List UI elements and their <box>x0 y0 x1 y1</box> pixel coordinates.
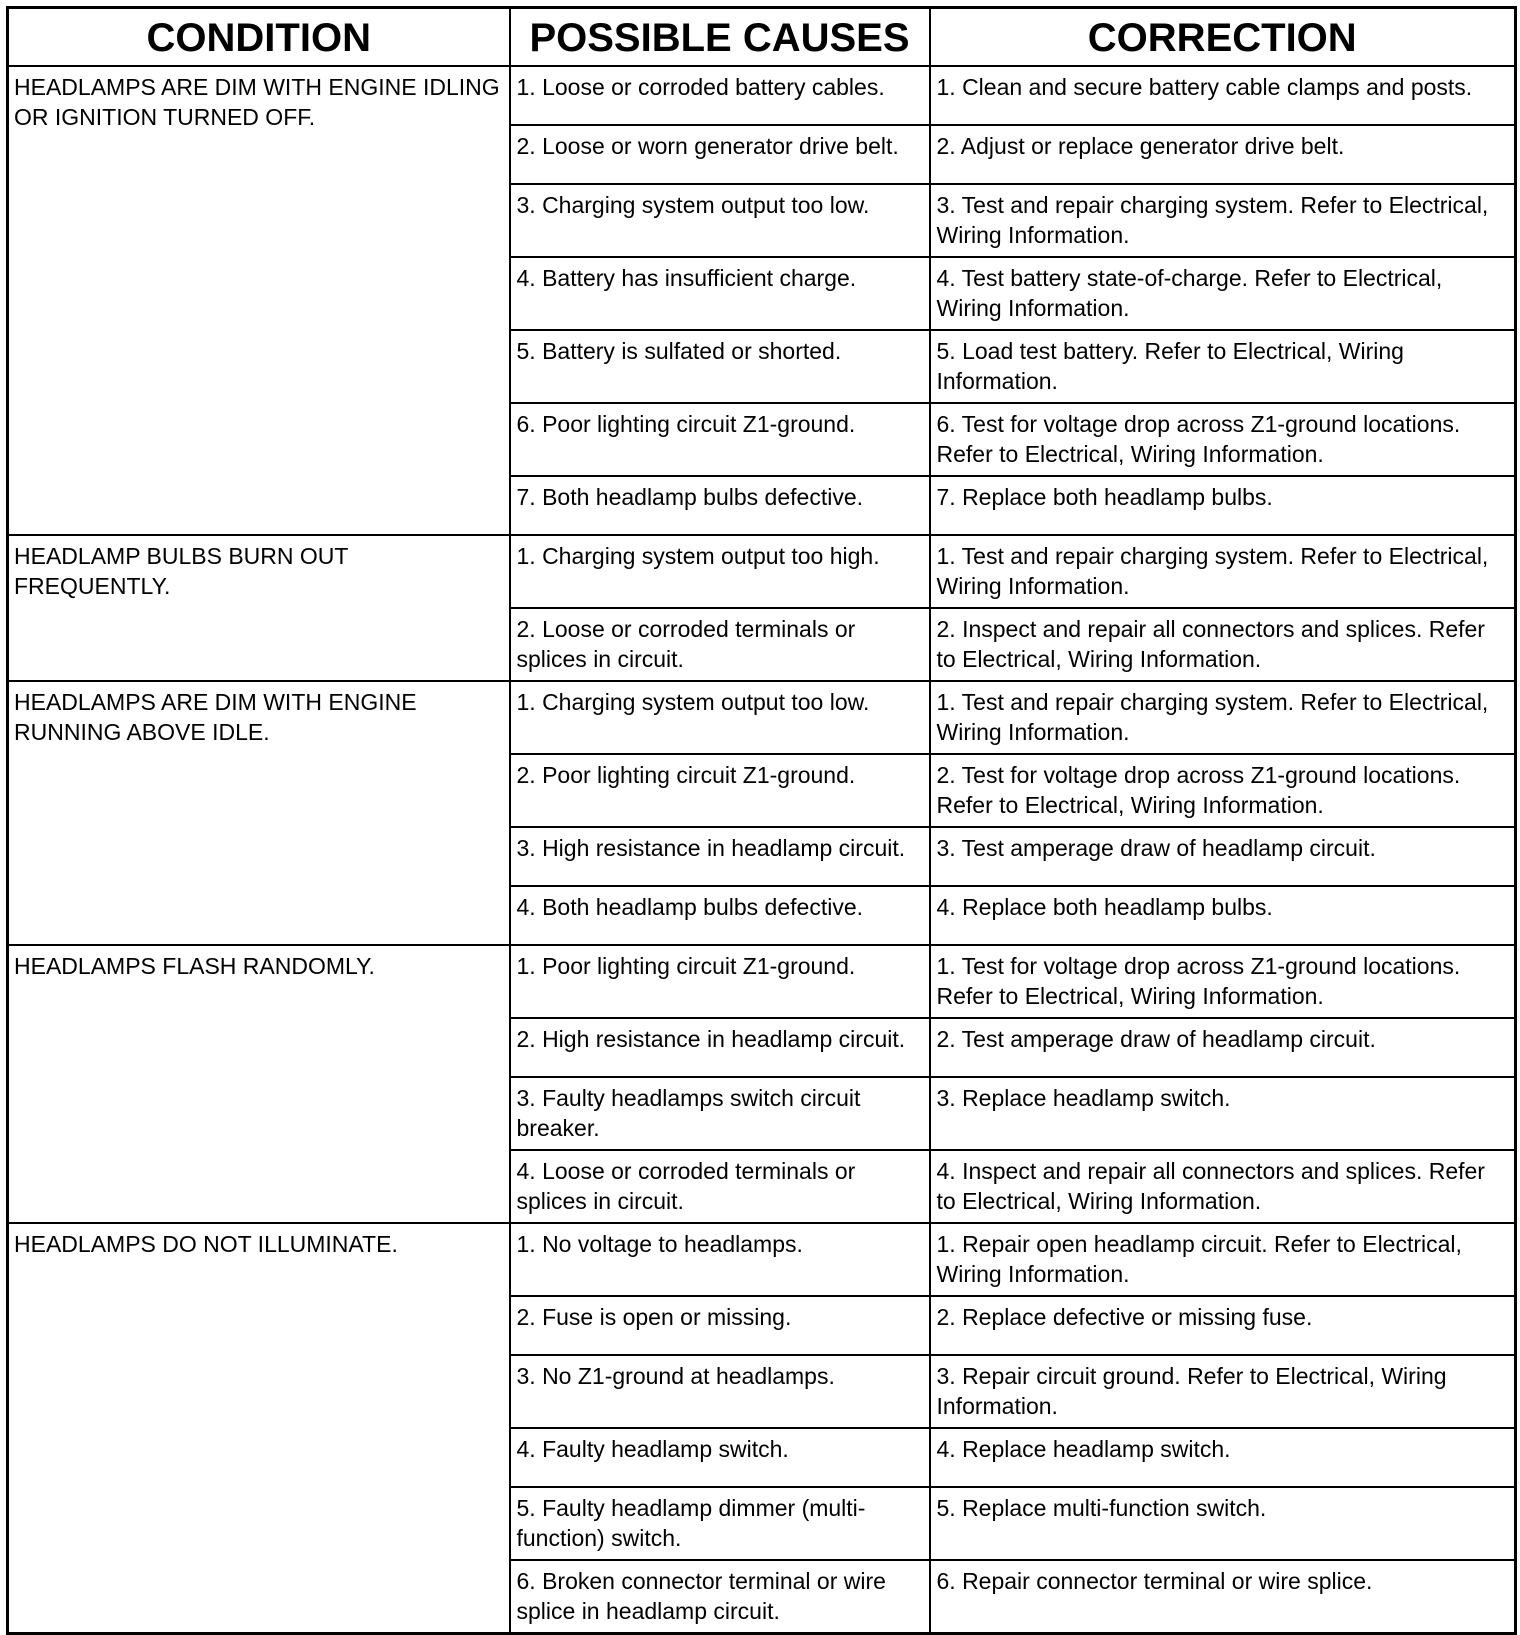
correction-cell: 5. Load test battery. Refer to Electrical, Wiring Information. <box>930 330 1516 403</box>
header-row <box>8 8 1516 67</box>
correction-cell: 5. Replace multi-function switch. <box>930 1487 1516 1560</box>
correction-cell: 6. Repair connector terminal or wire splice. <box>930 1560 1516 1634</box>
correction-cell: 4. Inspect and repair all connectors and splices. Refer to Electrical, Wiring Information. <box>930 1150 1516 1223</box>
correction-cell: 3. Test and repair charging system. Refer to Electrical, Wiring Information. <box>930 184 1516 257</box>
cause-cell: 4. Faulty headlamp switch. <box>510 1428 930 1487</box>
correction-cell: 6. Test for voltage drop across Z1-ground locations. Refer to Electrical, Wiring Information. <box>930 403 1516 476</box>
cause-cell: 1. No voltage to headlamps. <box>510 1223 930 1296</box>
cause-cell: 2. Fuse is open or missing. <box>510 1296 930 1355</box>
condition-cell: HEADLAMPS ARE DIM WITH ENGINE IDLING OR IGNITION TURNED OFF. <box>8 66 510 535</box>
correction-cell: 1. Test and repair charging system. Refer to Electrical, Wiring Information. <box>930 535 1516 608</box>
condition-cell: HEADLAMPS DO NOT ILLUMINATE. <box>8 1223 510 1634</box>
correction-cell: 2. Inspect and repair all connectors and splices. Refer to Electrical, Wiring Information. <box>930 608 1516 681</box>
table-body <box>8 66 1516 1634</box>
correction-cell: 4. Replace headlamp switch. <box>930 1428 1516 1487</box>
correction-cell: 4. Test battery state-of-charge. Refer to Electrical, Wiring Information. <box>930 257 1516 330</box>
cause-cell: 3. Charging system output too low. <box>510 184 930 257</box>
cause-cell: 5. Battery is sulfated or shorted. <box>510 330 930 403</box>
correction-cell: 7. Replace both headlamp bulbs. <box>930 476 1516 535</box>
header-condition: CONDITION <box>8 8 510 67</box>
cause-cell: 2. High resistance in headlamp circuit. <box>510 1018 930 1077</box>
cause-cell: 4. Battery has insufficient charge. <box>510 257 930 330</box>
cause-cell: 1. Loose or corroded battery cables. <box>510 66 930 125</box>
cause-cell: 5. Faulty headlamp dimmer (multi-function) switch. <box>510 1487 930 1560</box>
cause-cell: 3. No Z1-ground at headlamps. <box>510 1355 930 1428</box>
correction-cell: 3. Repair circuit ground. Refer to Electrical, Wiring Information. <box>930 1355 1516 1428</box>
correction-cell: 2. Adjust or replace generator drive belt. <box>930 125 1516 184</box>
correction-cell: 2. Test amperage draw of headlamp circuit. <box>930 1018 1516 1077</box>
correction-cell: 3. Test amperage draw of headlamp circuit. <box>930 827 1516 886</box>
cause-cell: 3. High resistance in headlamp circuit. <box>510 827 930 886</box>
correction-cell: 1. Test for voltage drop across Z1-ground locations. Refer to Electrical, Wiring Information. <box>930 945 1516 1018</box>
header-possible-causes: POSSIBLE CAUSES <box>510 8 930 67</box>
condition-cell: HEADLAMPS FLASH RANDOMLY. <box>8 945 510 1223</box>
table-row <box>8 945 1516 1018</box>
condition-cell: HEADLAMPS ARE DIM WITH ENGINE RUNNING ABOVE IDLE. <box>8 681 510 945</box>
diagnosis-table <box>6 6 1517 1635</box>
cause-cell: 2. Loose or corroded terminals or splices in circuit. <box>510 608 930 681</box>
cause-cell: 1. Charging system output too high. <box>510 535 930 608</box>
cause-cell: 1. Poor lighting circuit Z1-ground. <box>510 945 930 1018</box>
cause-cell: 6. Broken connector terminal or wire splice in headlamp circuit. <box>510 1560 930 1634</box>
cause-cell: 6. Poor lighting circuit Z1-ground. <box>510 403 930 476</box>
correction-cell: 4. Replace both headlamp bulbs. <box>930 886 1516 945</box>
table-row <box>8 535 1516 608</box>
table-row <box>8 1223 1516 1296</box>
cause-cell: 1. Charging system output too low. <box>510 681 930 754</box>
cause-cell: 4. Loose or corroded terminals or splices in circuit. <box>510 1150 930 1223</box>
correction-cell: 2. Replace defective or missing fuse. <box>930 1296 1516 1355</box>
correction-cell: 1. Test and repair charging system. Refer to Electrical, Wiring Information. <box>930 681 1516 754</box>
cause-cell: 2. Poor lighting circuit Z1-ground. <box>510 754 930 827</box>
correction-cell: 1. Repair open headlamp circuit. Refer to Electrical, Wiring Information. <box>930 1223 1516 1296</box>
correction-cell: 2. Test for voltage drop across Z1-ground locations. Refer to Electrical, Wiring Information. <box>930 754 1516 827</box>
cause-cell: 2. Loose or worn generator drive belt. <box>510 125 930 184</box>
condition-cell: HEADLAMP BULBS BURN OUT FREQUENTLY. <box>8 535 510 681</box>
correction-cell: 1. Clean and secure battery cable clamps and posts. <box>930 66 1516 125</box>
correction-cell: 3. Replace headlamp switch. <box>930 1077 1516 1150</box>
header-correction: CORRECTION <box>930 8 1516 67</box>
cause-cell: 3. Faulty headlamps switch circuit breaker. <box>510 1077 930 1150</box>
cause-cell: 4. Both headlamp bulbs defective. <box>510 886 930 945</box>
table-row <box>8 66 1516 125</box>
cause-cell: 7. Both headlamp bulbs defective. <box>510 476 930 535</box>
table-row <box>8 681 1516 754</box>
